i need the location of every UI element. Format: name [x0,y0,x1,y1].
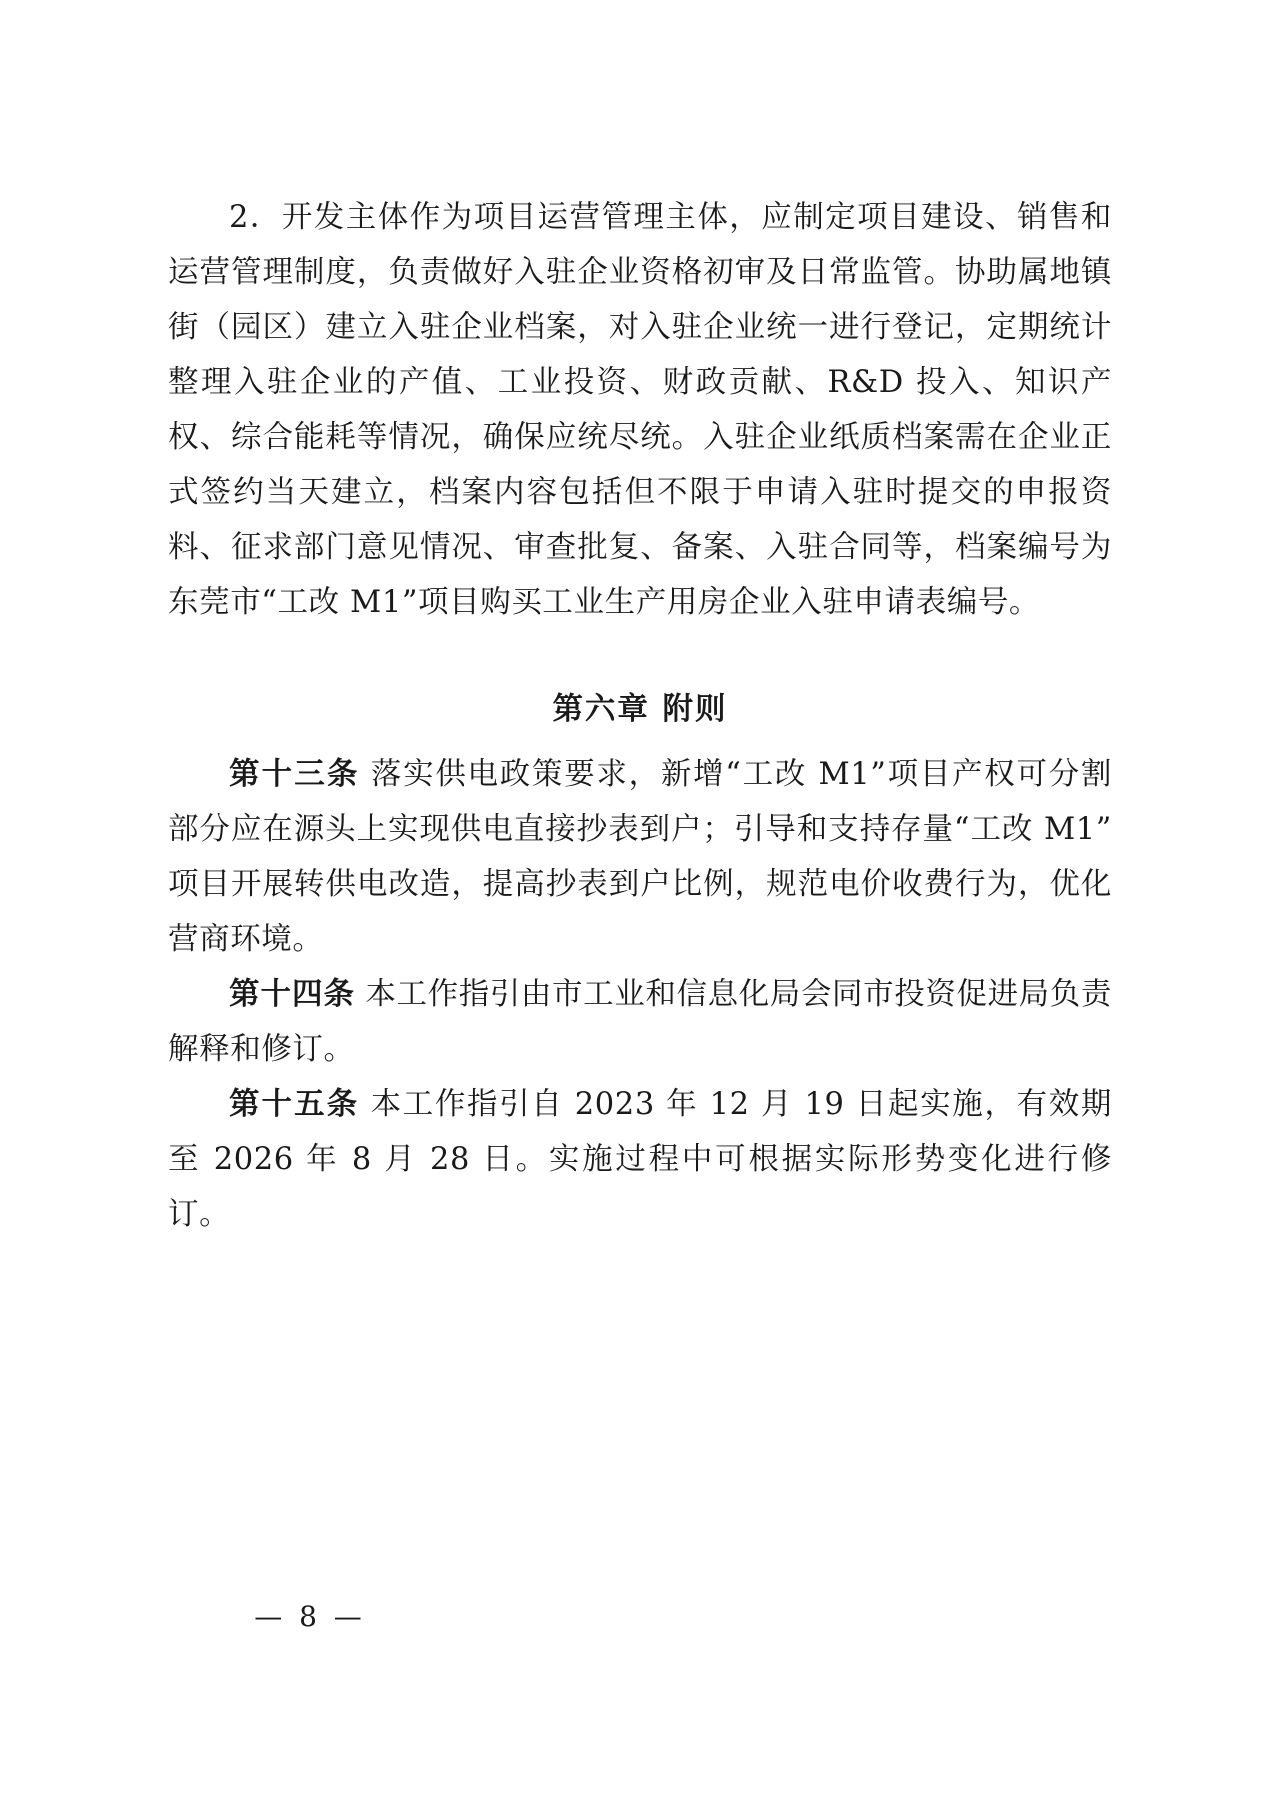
article-15-text: 本工作指引自 2023 年 12 月 19 日起实施，有效期至 2026 年 8 月 28 日。实施过程中可根据实际形势变化进行修订。 [168,1087,1113,1232]
chapter-heading: 第六章 附则 [552,692,728,727]
article-13-text: 落实供电政策要求，新增“工改 M1”项目产权可分割部分应在源头上实现供电直接抄表到户；引导和支持存量“工改 M1”项目开展转供电改造，提高抄表到户比例，规范电价收费行为，优化营商环境。 [168,757,1113,957]
article-14 [168,967,1112,1077]
article-13-label: 第十三条 [229,757,360,792]
paragraph-clause-2: 2．开发主体作为项目运营管理主体，应制定项目建设、销售和运营管理制度，负责做好入驻企业资格初审及日常监管。协助属地镇街（园区）建立入驻企业档案，对入驻企业统一进行登记，定期统计整理入驻企业的产值、工业投资、财政贡献、R&D 投入、知识产权、综合能耗等情况，确保应统尽统。入驻企业纸质档案需在企业正式签约当天建立，档案内容包括但不限于申请入驻时提交的申报资料、征求部门意见情况、审查批复、备案、入驻合同等，档案编号为东莞市“工改 M1”项目购买工业生产用房企业入驻申请表编号。 [168,200,1112,620]
page-footer [0,1600,1280,1633]
article-14-label: 第十四条 [229,977,356,1012]
article-14-text: 本工作指引由市工业和信息化局会同市投资促进局负责解释和修订。 [168,977,1113,1067]
page-number: — 8 — [254,1600,366,1633]
article-13 [168,747,1112,967]
article-15-label: 第十五条 [229,1087,360,1122]
page-content [168,190,1112,1242]
article-15 [168,1077,1112,1242]
